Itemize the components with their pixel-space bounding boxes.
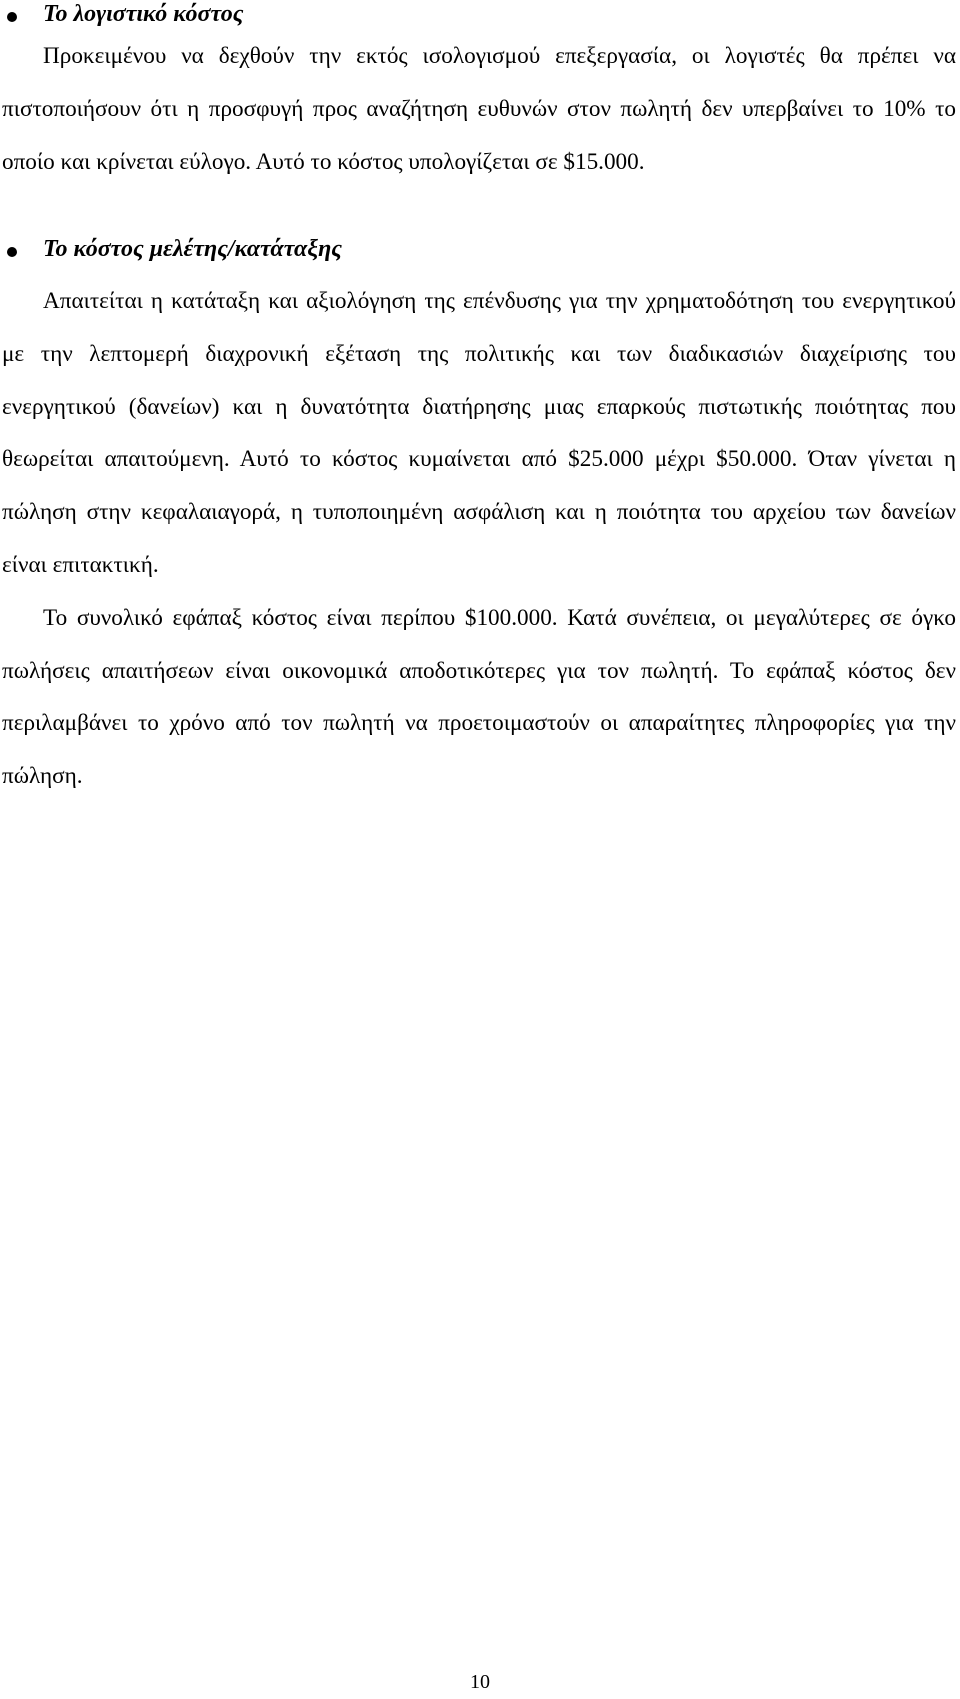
page-number: 10 (470, 1671, 490, 1693)
section-heading-row (0, 235, 960, 275)
paragraph: Προκειμένου να δεχθούν την εκτός ισολογισμού επεξεργασία, οι λογιστές θα πρέπει να πιστοποιήσουν ότι η προσφυγή προς αναζήτηση ευθυνών στον πωλητή δεν υπερβαίνει το 10% το οποίο και κρίνεται εύλογο. Αυτό το κόστος υπολογίζεται σε $15.000. (2, 43, 956, 175)
section-study-classification-cost (0, 235, 960, 803)
bullet-icon (7, 12, 17, 22)
paragraph: Απαιτείται η κατάταξη και αξιολόγηση της επένδυσης για την χρηματοδότηση του ενεργητικού με την λεπτομερή διαχρονική εξέταση της πολιτικής και των διαδικασιών διαχείρισης του ενεργητικού (δανείων) και η δυνατότητα διατήρησης μιας επαρκούς πιστωτικής ποιότητας που θεωρείται απαιτούμενη. Αυτό το κόστος κυμαίνεται από $25.000 μέχρι $50.000. Όταν γίνεται η πώληση στην κεφαλαιαγορά, η τυποποιημένη ασφάλιση και η ποιότητα του αρχείου των δανείων είναι επιτακτική. (2, 288, 956, 578)
section-heading-row (0, 0, 960, 30)
section-heading: Το κόστος μελέτης/κατάταξης (43, 236, 342, 262)
section-accounting-cost (0, 0, 960, 188)
section-heading: Το λογιστικό κόστος (43, 1, 244, 27)
paragraph: Το συνολικό εφάπαξ κόστος είναι περίπου $100.000. Κατά συνέπεια, οι μεγαλύτερες σε όγκο πωλήσεις απαιτήσεων είναι οικονομικά αποδοτικότερες για τον πωλητή. Το εφάπαξ κόστος δεν περιλαμβάνει το χρόνο από τον πωλητή να προετοιμαστούν οι απαραίτητες πληροφορίες για την πώληση. (2, 604, 956, 790)
bullet-icon (7, 247, 17, 257)
